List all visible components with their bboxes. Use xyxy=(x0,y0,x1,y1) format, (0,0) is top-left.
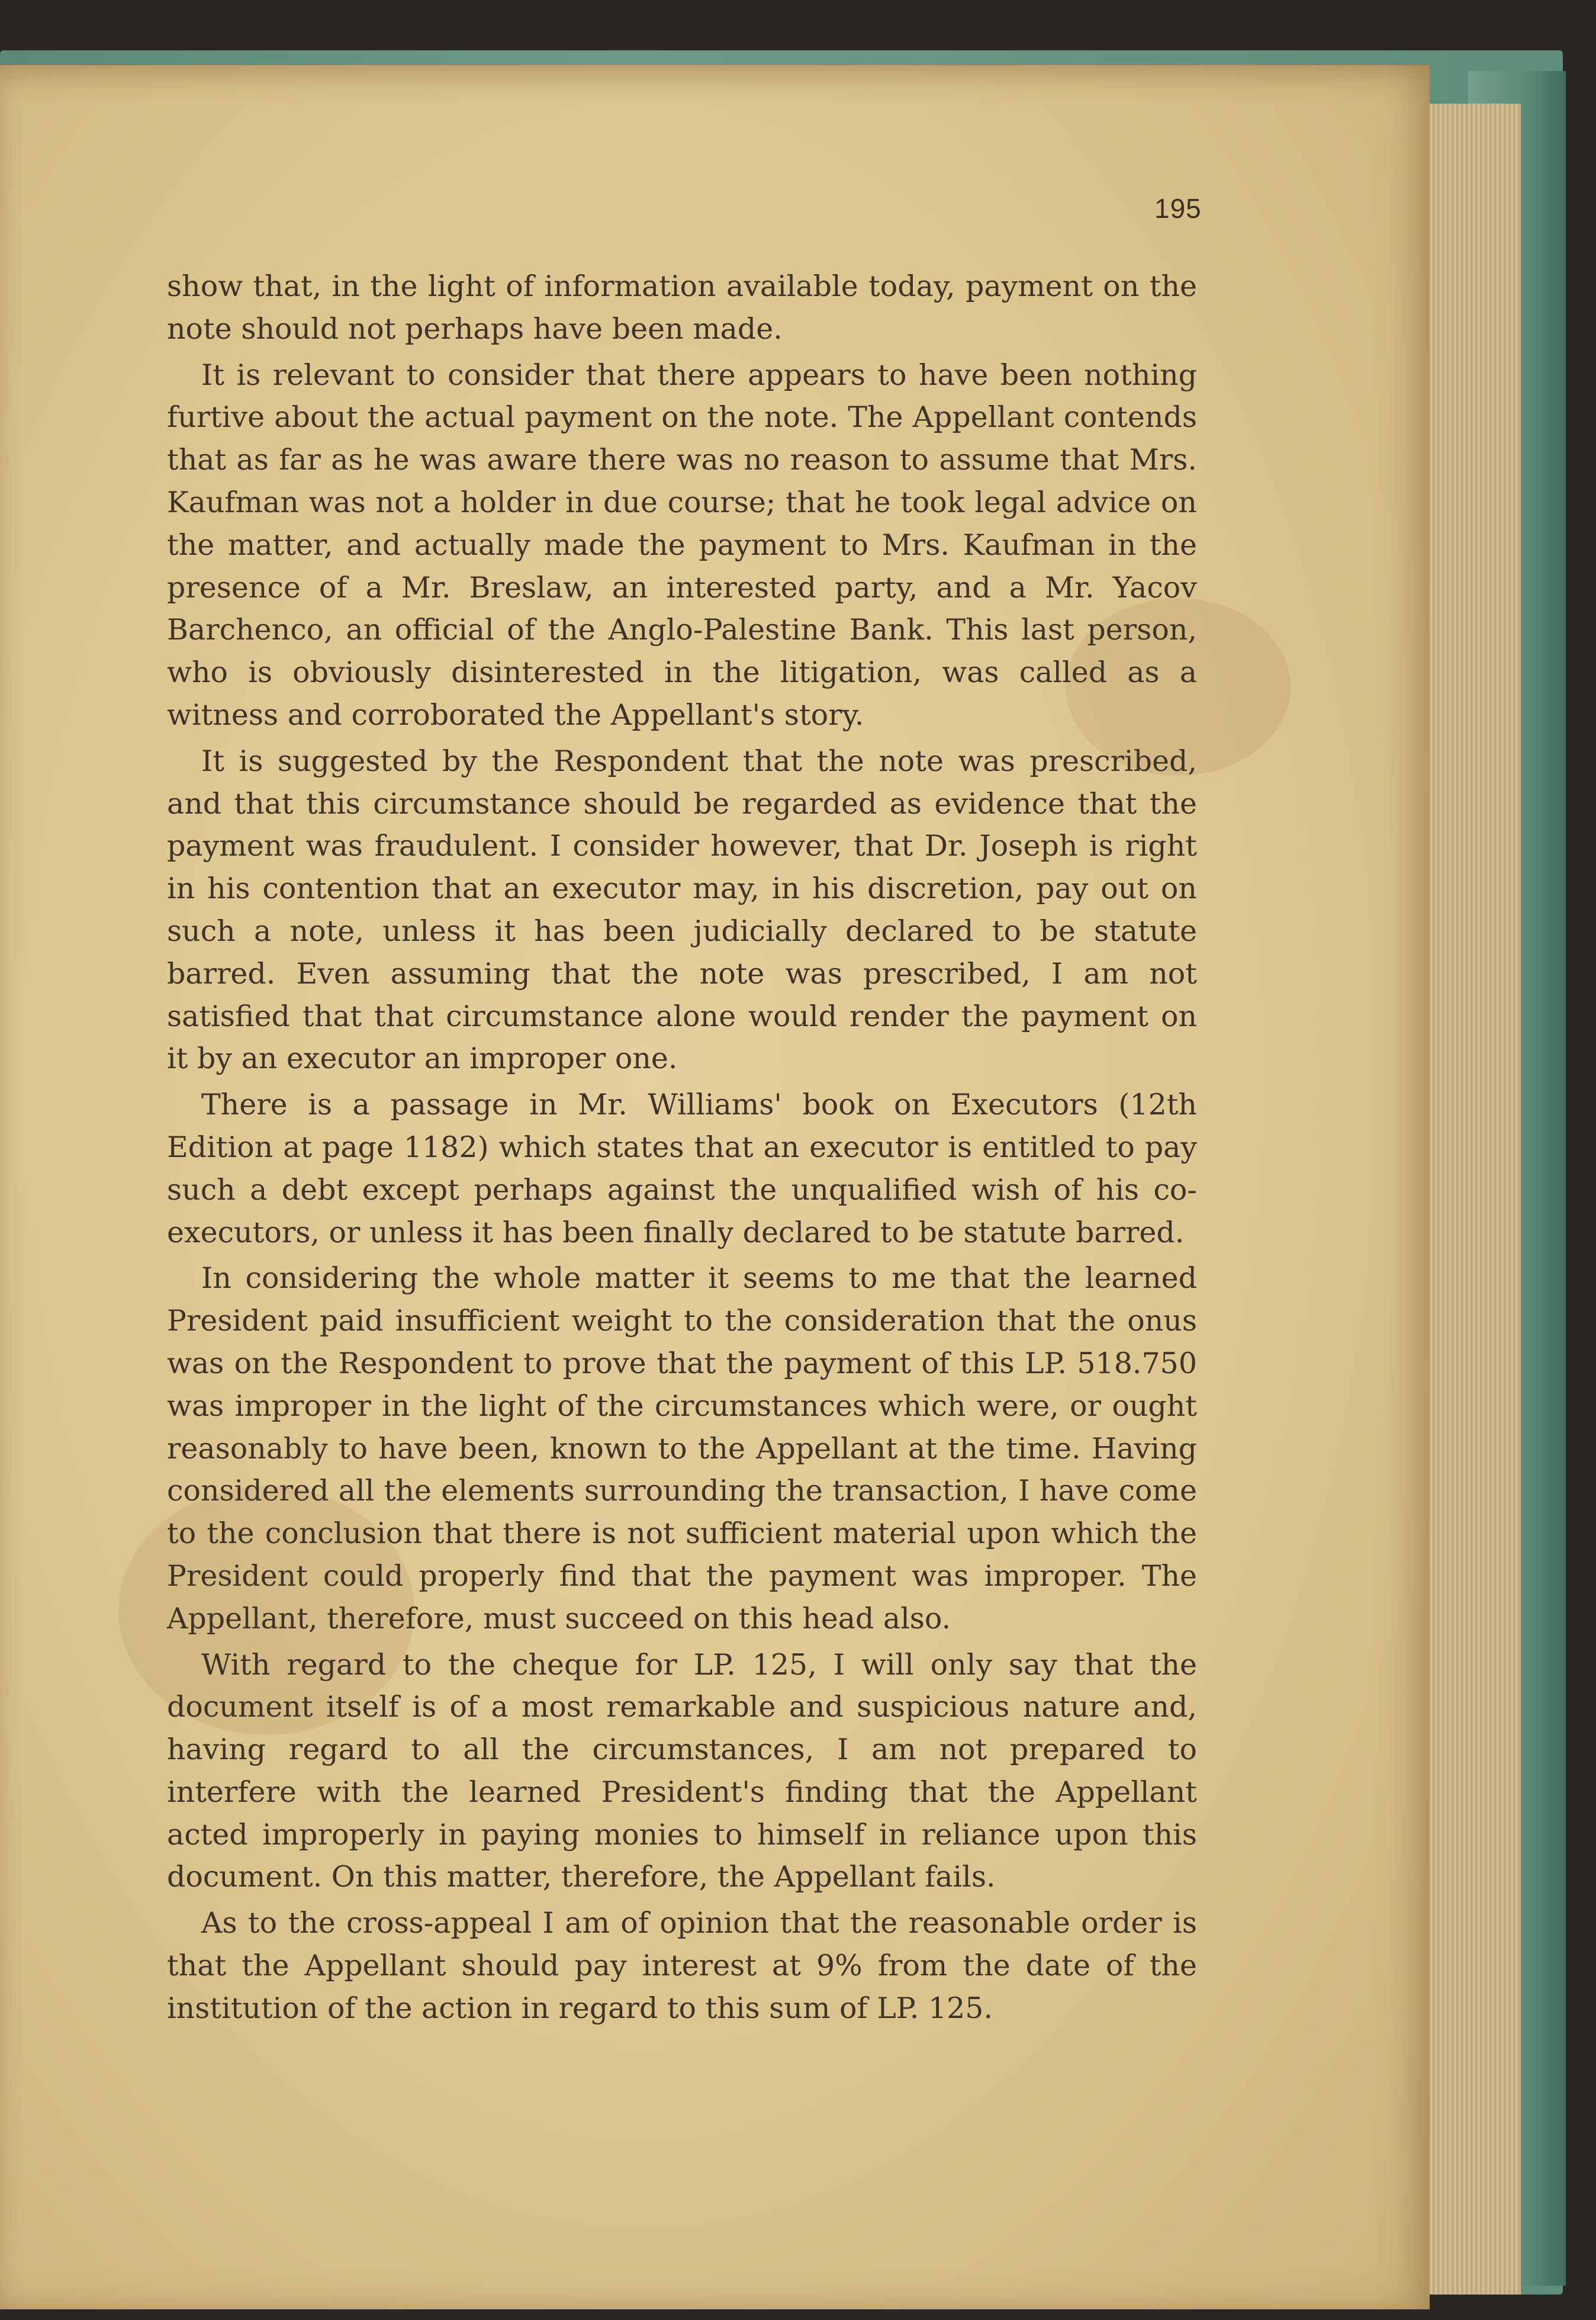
paragraph: show that, in the light of information available today, payment on the note should not perhaps have been made. xyxy=(167,269,1197,346)
paragraph: In considering the whole matter it seems to me that the learned President paid insufficient weight to the consideration that the onus was on the Respondent to prove that the payment of this LP. 518.750 was improper in the light of the circumstances which were, or ought reasonably to have been, known to the Appellant at the time. Having considered all the elements surrounding the transaction, I have come to the conclusion that there is not sufficient material upon which the President could properly find that the payment was improper. The Appellant, therefore, must succeed on this head also. xyxy=(167,1261,1197,1635)
paragraph: It is suggested by the Respondent that the note was prescribed, and that this circumstance should be regarded as evidence that the payment was fraudulent. I consider however, that Dr. Joseph is right in his contention that an executor may, in his discretion, pay out on such a note, unless it has been judicially declared to be statute barred. Even assuming that the note was prescribed, I am not satisfied that that circumstance alone would render the payment on it by an executor an improper one. xyxy=(167,744,1197,1076)
page-number: 195 xyxy=(1154,193,1202,224)
paragraph: It is relevant to consider that there appears to have been nothing furtive about the actual payment on the note. The Appellant contends that as far as he was aware there was no reason to assume that Mrs. Kaufman was not a holder in due course; that he took legal advice on the matter, and actually made the payment to Mrs. Kaufman in the presence of a Mr. Breslaw, an interested party, and a Mr. Yacov Barchenco, an official of the Anglo-Palestine Bank. This last person, who is obviously disinterested in the litigation, was called as a witness and corroborated the Appellant's story. xyxy=(167,358,1197,732)
paragraph: As to the cross-appeal I am of opinion that the reasonable order is that the Appellant should pay interest at 9% from the date of the institution of the action in regard to this sum of LP. 125. xyxy=(167,1906,1197,2025)
paragraph: With regard to the cheque for LP. 125, I will only say that the document itself is of a most remarkable and suspicious nature and, having regard to all the circumstances, I am not prepared to interfere with the learned President's finding that the Appellant acted improperly in paying monies to himself in reliance upon this document. On this matter, therefore, the Appellant fails. xyxy=(167,1647,1197,1894)
page-body xyxy=(167,265,1197,2033)
paragraph: There is a passage in Mr. Williams' book on Executors (12th Edition at page 1182) which states that an executor is entitled to pay such a debt except perhaps against the unqualified wish of his co-executors, or unless it has been finally declared to be statute barred. xyxy=(167,1088,1197,1249)
